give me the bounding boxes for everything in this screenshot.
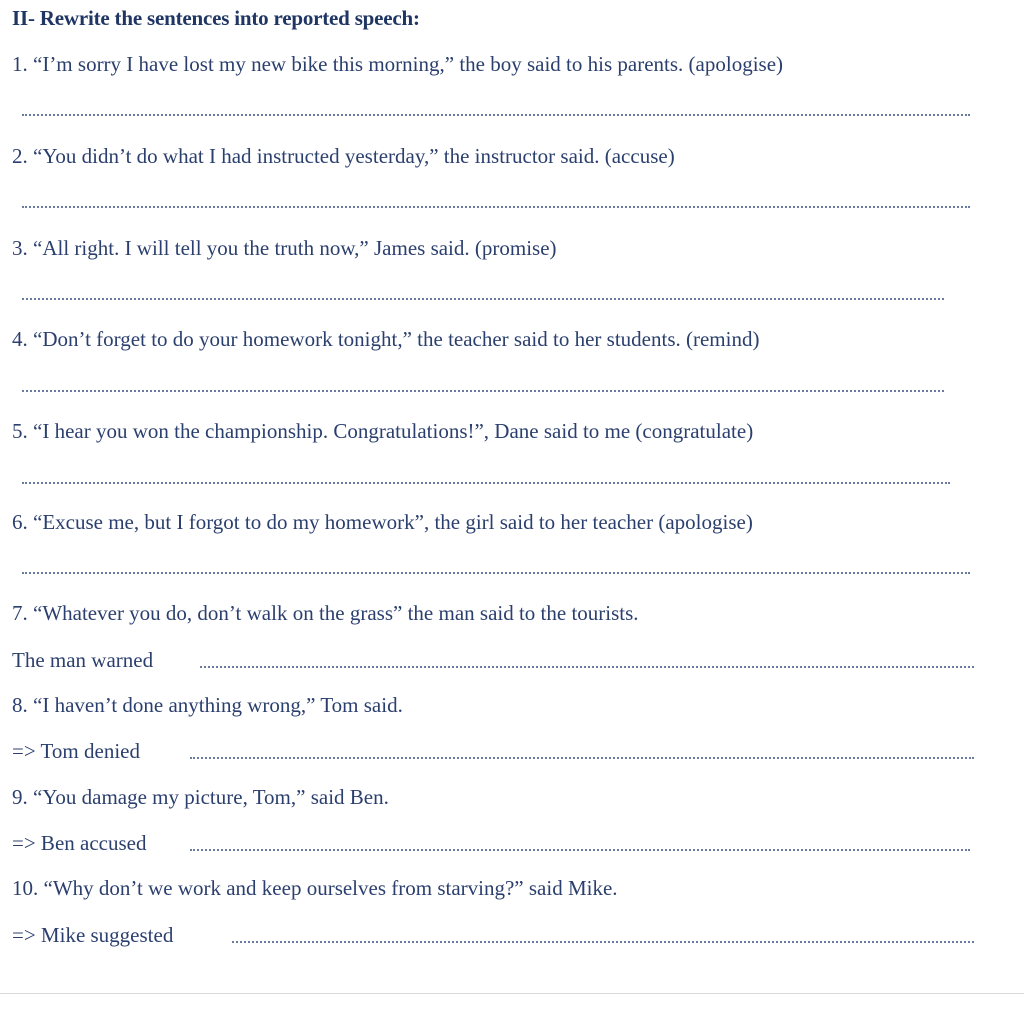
answer-line-7[interactable] (200, 666, 974, 668)
answer-line-8[interactable] (190, 757, 974, 759)
answer-line-1[interactable] (22, 114, 970, 116)
answer-line-10[interactable] (232, 941, 974, 943)
answer-prompt-10: => Mike suggested (12, 923, 174, 947)
answer-line-4[interactable] (22, 390, 944, 392)
question-3: 3. “All right. I will tell you the truth now,” James said. (promise) (12, 236, 557, 260)
answer-line-9[interactable] (190, 849, 970, 851)
bottom-divider (0, 993, 1024, 994)
question-8: 8. “I haven’t done anything wrong,” Tom said. (12, 693, 403, 717)
question-2: 2. “You didn’t do what I had instructed yesterday,” the instructor said. (accuse) (12, 144, 675, 168)
answer-line-5[interactable] (22, 482, 950, 484)
answer-line-2[interactable] (22, 206, 970, 208)
question-10: 10. “Why don’t we work and keep ourselves from starving?” said Mike. (12, 876, 618, 900)
question-5: 5. “I hear you won the championship. Congratulations!”, Dane said to me (congratulate) (12, 419, 754, 443)
answer-prompt-7: The man warned (12, 648, 154, 672)
answer-prompt-8: => Tom denied (12, 739, 140, 763)
answer-line-6[interactable] (22, 572, 970, 574)
question-6: 6. “Excuse me, but I forgot to do my homework”, the girl said to her teacher (apologise) (12, 510, 753, 534)
answer-line-3[interactable] (22, 298, 944, 300)
question-7: 7. “Whatever you do, don’t walk on the grass” the man said to the tourists. (12, 601, 639, 625)
exercise-heading: II- Rewrite the sentences into reported speech: (12, 6, 420, 30)
question-9: 9. “You damage my picture, Tom,” said Ben. (12, 785, 389, 809)
answer-prompt-9: => Ben accused (12, 831, 147, 855)
question-1: 1. “I’m sorry I have lost my new bike this morning,” the boy said to his parents. (apologise) (12, 52, 784, 76)
question-4: 4. “Don’t forget to do your homework tonight,” the teacher said to her students. (remind) (12, 327, 760, 351)
